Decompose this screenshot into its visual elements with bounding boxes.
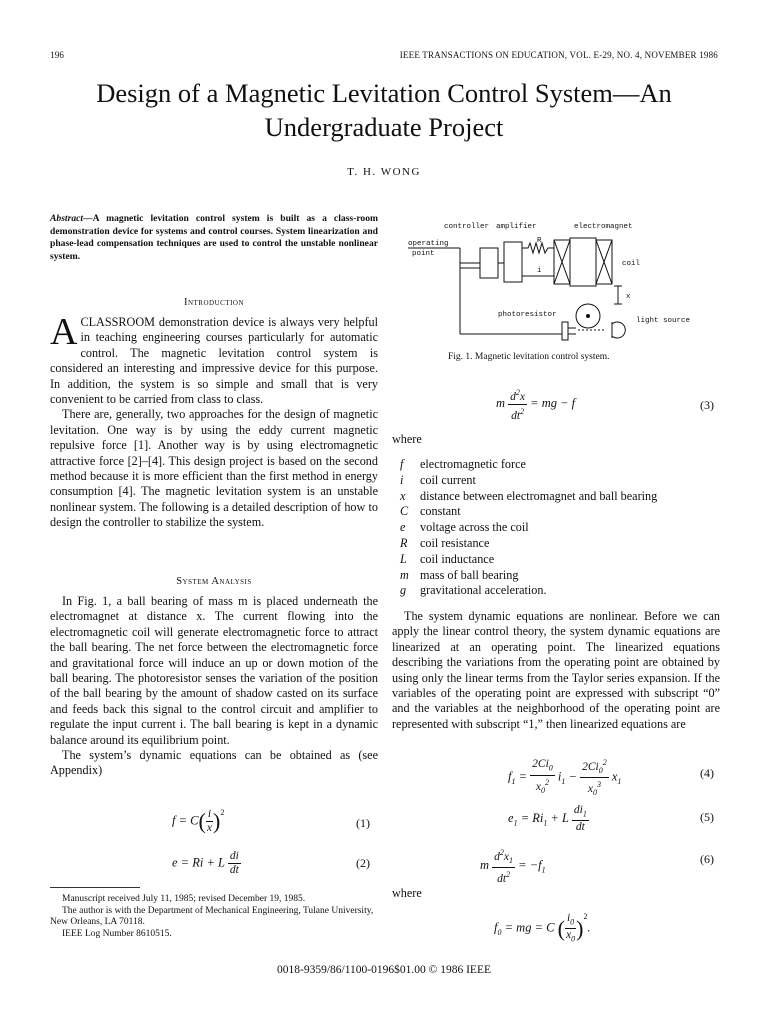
equation-3-number: (3) (700, 398, 714, 412)
label-point: point (412, 250, 435, 258)
title-line-2: Undergraduate Project (264, 112, 504, 142)
analysis-text (50, 594, 378, 779)
section-system-analysis: System Analysis (176, 576, 252, 587)
variable-row: e voltage across the coil (400, 520, 529, 535)
amplifier-block (504, 242, 522, 282)
equation-f0: $f_0$ = mg = C ( $\frac{i_0}{x_0}$ )$^2$. (494, 912, 591, 944)
label-controller: controller (444, 223, 490, 231)
drop-cap: A (50, 311, 78, 353)
abstract-text: A magnetic levitation control system is built as a class-room demonstration device for systems and control courses. System linearization and phase-lead compensation techniques are used to control the unstable nonlinear system. (50, 213, 378, 262)
analysis-paragraph-1: In Fig. 1, a ball bearing of mass m is placed underneath the electromagnet at distance x. The current flowing into the electromagnetic coil will generate electromagnetic force to attract the ball bearing. The net force between the electromagnetic force and gravitational force will induce an up or down motion of the ball bearing. The photoresistor senses the variation of the position of the ball bearing by the amount of shadow casted on its surface and feeds back this signal to the control circuit and amplifier to regulate the input current i. The ball bearing is kept in a dynamic balance around its equilibrium point. (50, 594, 378, 747)
label-operating: operating (408, 240, 449, 248)
variable-list (400, 457, 720, 599)
variable-row: m mass of ball bearing (400, 567, 519, 582)
where-label-2: where (392, 886, 422, 900)
footnotes (50, 894, 378, 940)
label-i: i (537, 267, 542, 275)
journal-header: IEEE TRANSACTIONS ON EDUCATION, VOL. E-29, NO. 4, NOVEMBER 1986 (399, 50, 718, 60)
footnote-line-1: Manuscript received July 11, 1985; revised December 19, 1985. (62, 894, 306, 904)
equation-5-number: (5) (700, 810, 714, 824)
page-number: 196 (50, 50, 65, 60)
paper-title (0, 76, 768, 144)
intro-paragraph-1: ACLASSROOM demonstration device is always very helpful in teaching engineering courses particularly for automatic control. The magnetic levitation control system is considered an interesting and impressive device for this purpose. In addition, the system is so simple and small that is very convenient to be carried from class to class. (50, 311, 378, 407)
equation-6-number: (6) (700, 852, 714, 866)
footnote-line-2: The author is with the Department of Mechanical Engineering, Tulane University, New Orleans, LA 70118. (50, 905, 374, 927)
variable-row: f electromagnetic force (400, 457, 526, 471)
equation-2: e = Ri + L $\frac{di}{dt}$ (172, 850, 239, 876)
label-x: x (626, 293, 631, 301)
equation-4-number: (4) (700, 766, 714, 780)
where-label-1: where (392, 432, 422, 446)
figure-1-caption: Fig. 1. Magnetic levitation control system. (448, 352, 610, 362)
equation-1-number: (1) (356, 816, 370, 830)
variable-row: C constant (400, 504, 461, 519)
intro-text (50, 311, 378, 531)
label-photoresistor: photoresistor (498, 311, 557, 319)
equation-6: m $\frac{d^2x_1}{dt^2}$ = $-f_1$ (480, 848, 546, 885)
footnote-rule (50, 887, 140, 888)
abstract-label: Abstract— (50, 213, 93, 224)
variable-row: x distance between electromagnet and ball bearing (400, 488, 658, 503)
variable-row: i coil current (400, 472, 476, 487)
label-light-source: light source (636, 317, 691, 325)
photoresistor (562, 322, 568, 340)
footnote-line-3: IEEE Log Number 8610515. (62, 928, 172, 939)
equation-3: m $\frac{d^2x}{dt^2}$ = mg − f (496, 388, 576, 422)
copyright-line: 0018-9359/86/1100-0196$01.00 © 1986 IEEE (276, 964, 491, 976)
title-line-1: Design of a Magnetic Levitation Control System—An (96, 78, 672, 108)
figure-1-diagram (404, 218, 704, 346)
linearization-paragraph: The system dynamic equations are nonlinear. Before we can apply the linear control theory, the system dynamic equations are linearized at an operating point. The linearized equations describing the variations from the operating point are obtained by using only the linear terms from the Taylor series expansion. If the variables of the operating point are expressed with subscript “0” and the variables at the neighborhood of the operating point are represented with subscript “1,” then linearized equations are (392, 609, 720, 731)
abstract (50, 213, 378, 263)
equation-5: $e_1 = Ri_1 + L$ $\frac{di_1}{dt}$ (508, 804, 587, 834)
controller-block (480, 248, 498, 278)
label-electromagnet: electromagnet (574, 223, 633, 231)
equation-4: $f_1$ = $\frac{2Ci_0}{x_0^2}$ $i_1$ − $\frac{2Ci_0^2}{x_0^3}$ $x_1$ (508, 758, 622, 798)
intro-paragraph-2: There are, generally, two approaches for the design of magnetic levitation. One way is by using the eddy current magnetic repulsive force [1]. Another way is by using electromagnetic attractive force [2]–[4]. This design project is based on the second method because it is more efficient than the first method in energy consumption [4]. The magnetic levitation system is an unstable nonlinear system. The following is a detailed description of how to design the controller to stabilize the system. (50, 407, 378, 530)
author: T. H. WONG (347, 166, 421, 178)
light-source (612, 322, 625, 338)
variable-row: R coil resistance (400, 535, 490, 550)
variable-row: g gravitational acceleration. (400, 583, 547, 598)
label-amplifier: amplifier (496, 223, 537, 231)
electromagnet-core (570, 238, 596, 286)
label-coil: coil (622, 260, 641, 268)
variable-row: L coil inductance (400, 551, 495, 566)
label-r: R (537, 237, 542, 245)
equation-1: f = C( $\frac{i}{x}$ )$^2$ (172, 808, 225, 834)
equation-2-number: (2) (356, 856, 370, 870)
analysis-paragraph-2: The system’s dynamic equations can be obtained as (see Appendix) (50, 748, 378, 778)
section-introduction: Introduction (183, 297, 245, 308)
